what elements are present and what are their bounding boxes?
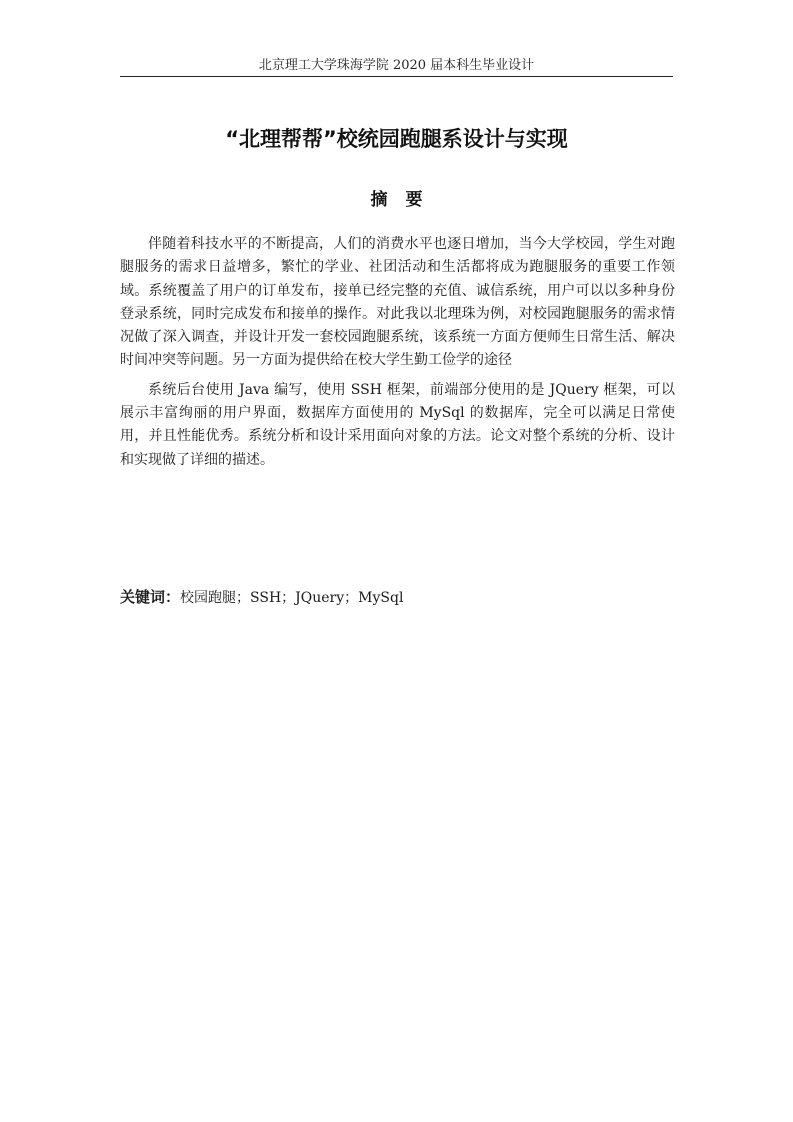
keywords-line <box>120 586 673 609</box>
page-header: 北京理工大学珠海学院 2020 届本科生毕业设计 <box>258 58 535 73</box>
abstract-body <box>120 233 675 478</box>
abstract-paragraph-1: 伴随着科技水平的不断提高，人们的消费水平也逐日增加，当今大学校园，学生对跑腿服务的需求日益增多，繁忙的学业、社团活动和生活都将成为跑腿服务的重要工作领域。系统覆盖了用户的订单发布，接单已经完整的充值、诚信系统，用户可以以多种身份登录系统，同时完成发布和接单的操作。对此我以北理珠为例，对校园跑腿服务的需求情况做了深入调查，并设计开发一套校园跑腿系统，该系统一方面方便师生日常生活、解决时间冲突等问题。另一方面为提供给在校大学生勤工俭学的途径 <box>120 236 675 369</box>
keywords-label: 关键词： <box>120 588 181 606</box>
document-title: “北理帮帮”校统园跑腿系设计与实现 <box>225 127 568 151</box>
keywords-value: 校园跑腿；SSH；JQuery；MySql <box>180 590 404 606</box>
header-rule <box>120 76 673 77</box>
abstract-heading: 摘要 <box>370 190 441 210</box>
abstract-paragraph-2: 系统后台使用 Java 编写，使用 SSH 框架，前端部分使用的是 JQuery 框架，可以展示丰富绚丽的用户界面，数据库方面使用的 MySql 的数据库，完全可以满足日常使用，并且性能优秀。系统分析和设计采用面向对象的方法。论文对整个系统的分析、设计和实现做了详细的描述。 <box>120 381 675 468</box>
